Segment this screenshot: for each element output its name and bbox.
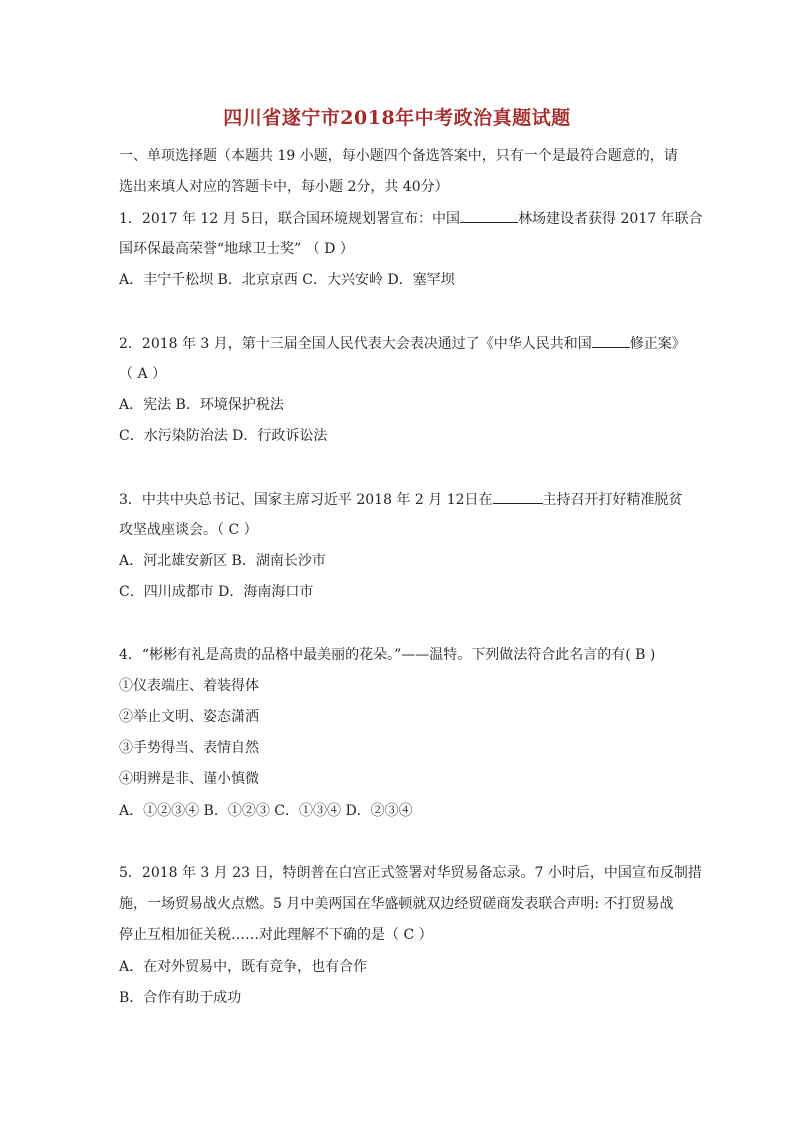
question-1-line2: 国环保最高荣誉“地球卫士奖” （ D ） bbox=[119, 241, 354, 257]
answer-blank bbox=[592, 333, 630, 348]
section-instruction-line2: 选出来填人对应的答题卡中，每小题 2分，共 40分） bbox=[119, 179, 449, 195]
question-2-option-line2: C．水污染防治法 D．行政诉讼法 bbox=[119, 428, 328, 444]
answer-blank bbox=[493, 489, 543, 504]
question-4-item-3: ③手势得当、表情自然 bbox=[119, 740, 259, 756]
question-2-text-a: 2．2018 年 3 月，第十三届全国人民代表大会表决通过了《中华人民共和国 bbox=[119, 336, 592, 352]
question-4-item-4: ④明辨是非、谨小慎微 bbox=[119, 771, 259, 787]
question-4-item-1: ①仪表端庄、着装得体 bbox=[119, 678, 259, 694]
question-3-option-line2: C．四川成都市 D．海南海口市 bbox=[119, 584, 314, 600]
question-1-line1 bbox=[119, 208, 703, 229]
question-5-line3: 停止互相加征关税……对此理解不下确的是（ C ） bbox=[119, 927, 433, 943]
question-2-line2: （ A ） bbox=[119, 366, 167, 382]
question-3-line1 bbox=[119, 489, 683, 510]
section-instruction-line1: 一、单项选择题（本题共 19 小题，每小题四个备选答案中，只有一个是最符合题意的，请 bbox=[119, 148, 678, 164]
question-5-option-line1: A．在对外贸易中，既有竞争，也有合作 bbox=[119, 959, 368, 975]
question-5-line2: 施，一场贸易战火点燃。5 月中美两国在华盛顿就双边经贸磋商发表联合声明: 不打贸易战 bbox=[119, 896, 674, 912]
question-2-option-line1: A．宪法 B．环境保护税法 bbox=[119, 397, 284, 413]
question-3-option-line1: A．河北雄安新区 B．湖南长沙市 bbox=[119, 553, 326, 569]
question-3-line2: 攻坚战座谈会。（ C ） bbox=[119, 522, 258, 538]
question-3-text-a: 3．中共中央总书记、国家主席习近平 2018 年 2 月 12日在 bbox=[119, 492, 493, 508]
question-5-option-line2: B．合作有助于成功 bbox=[119, 990, 242, 1006]
question-4-line1: 4．“彬彬有礼是高贵的品格中最美丽的花朵。”——温特。下列做法符合此名言的有( B ) bbox=[119, 647, 656, 663]
question-1-options: A．丰宁千松坝 B．北京京西 C．大兴安岭 D．塞罕坝 bbox=[119, 272, 455, 288]
question-4-item-2: ②举止文明、姿态潇洒 bbox=[119, 709, 259, 725]
question-2-text-b: 修正案》 bbox=[629, 336, 686, 352]
question-4-options: A．①②③④ B．①②③ C．①③④ D．②③④ bbox=[119, 803, 413, 819]
answer-blank bbox=[460, 208, 518, 223]
question-5-line1: 5．2018 年 3 月 23 日，特朗普在白宫正式签署对华贸易备忘录。7 小时后，中国宣布反制措 bbox=[119, 865, 702, 881]
document-title: 四川省遂宁市2018年中考政治真题试题 bbox=[223, 107, 571, 129]
question-1-text-a: 1．2017 年 12 月 5日，联合国环境规划署宣布：中国 bbox=[119, 211, 461, 227]
question-2-line1 bbox=[119, 333, 686, 354]
question-1-text-b: 林场建设者获得 2017 年联合 bbox=[518, 211, 703, 227]
question-3-text-b: 主持召开打好精准脱贫 bbox=[542, 492, 683, 508]
